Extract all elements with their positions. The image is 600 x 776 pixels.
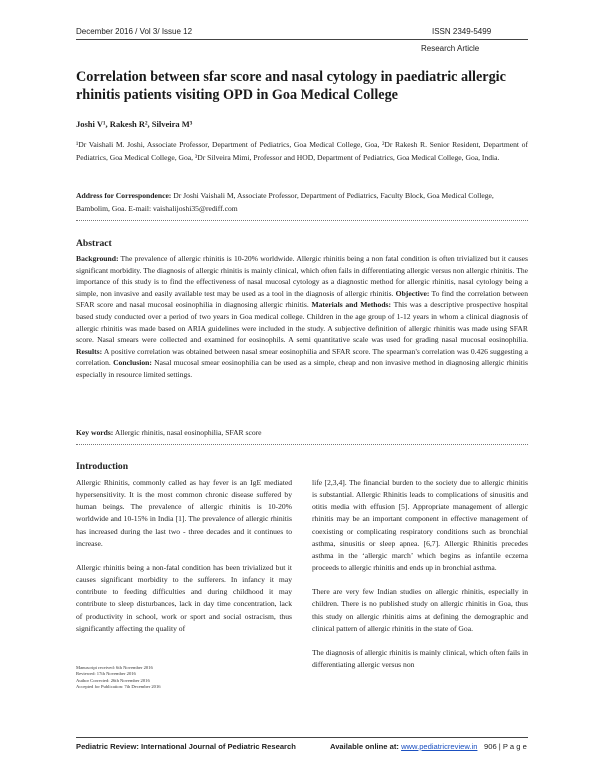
- paragraph: life [2,3,4]. The financial burden to the society due to allergic rhinitis is substantial. Allergic Rhinitis leads to complications of sinusitis and otitis media with effusion [5]. Appropriate management of allergic rhinitis may be an important component in effective management of coexisting or complicating respiratory conditions such as bronchial asthma, sinusitis or sleep apnea. [6,7]. Allergic Rhinitis precedes asthma in the ‘allergic march’ which begins as infantile eczema proceeds to allergic rhinitis and ends up in bronchial asthma.: [312, 478, 528, 573]
- divider: [76, 220, 528, 221]
- journal-link[interactable]: www.pediatricreview.in: [401, 742, 478, 751]
- introduction-heading: Introduction: [76, 461, 129, 472]
- divider: [76, 444, 528, 445]
- issn: ISSN 2349-5499: [432, 27, 492, 36]
- paragraph: Allergic rhinitis being a non-fatal condition has been trivialized but it causes significant morbidity to the sufferers. In infancy it may contribute to feeding difficulties and during childhood it may contribute to sleep disturbances, lack in day time concentration, lack of productivity in school, work or sport and social ostracism, thus significantly affecting the quality of: [76, 562, 292, 633]
- introduction-right-column: [312, 477, 528, 671]
- issue-info: December 2016 / Vol 3/ Issue 12: [76, 27, 193, 36]
- abstract-conclusion-label: Conclusion:: [113, 358, 152, 368]
- abstract-results-label: Results:: [76, 346, 103, 356]
- abstract-results: A positive correlation was obtained between nasal smear eosinophilia and SFAR score. The spearman's correlation was 0.426 suggesting a correlation.: [76, 346, 528, 368]
- abstract-conclusion: Nasal mucosal smear eosinophilia can be used as a simple, cheap and non invasive method in diagnosing allergic rhinitis especially in resource limited settings.: [76, 358, 528, 379]
- keywords-text: Allergic rhinitis, nasal eosinophilia, SFAR score: [113, 428, 262, 437]
- footer-rule: [76, 737, 528, 738]
- paper-title: Correlation between sfar score and nasal cytology in paediatric allergic rhinitis patients visiting OPD in Goa Medical College: [76, 69, 506, 103]
- abstract-heading: Abstract: [76, 238, 112, 249]
- correspondence-label: Address for Correspondence:: [76, 191, 172, 200]
- date-corrected: Author Corrected: 26th November 2016: [76, 677, 150, 683]
- keywords: [76, 428, 262, 437]
- abstract-background-label: Background:: [76, 254, 119, 263]
- abstract-objective-label: Objective:: [395, 288, 430, 298]
- journal-name: Pediatric Review: International Journal of Pediatric Research: [76, 742, 296, 751]
- correspondence: [76, 190, 528, 215]
- author-list: Joshi V¹, Rakesh R², Silveira M³: [76, 119, 193, 129]
- abstract-methods: This was a descriptive prospective hospital based study conducted over a period of two years in Goa medical college. Children in the age group of 1-12 years in whom a clinical diagnosis of allergic rhinitis was made based on ARIA guidelines were included in the study. A subjective definition of allergic rhinitis was made using SFAR score. Nasal smears were collected and examined for eosinophils. A semi quantitative scale was used for grading nasal mucosal eosinophilia.: [76, 300, 528, 345]
- affiliations: ¹Dr Vaishali M. Joshi, Associate Professor, Department of Pediatrics, Goa Medical College, Goa, ²Dr Rakesh R. Senior Resident, Department of Pediatrics, Goa Medical College, Goa, ³Dr Silveira Mimi, Professor and HOD, Department of Pediatrics, Goa Medical College, Goa, India.: [76, 140, 528, 162]
- abstract-background: The prevalence of allergic rhinitis is 10-20% worldwide. Allergic rhinitis being a non fatal condition is often trivialized but it causes significant morbidity. The diagnosis of allergic rhinitis is mainly clinical, which often fails in differentiating allergic versus non allergic rhinitis. The importance of this study is to find the effectiveness of nasal mucosal cytology as a diagnostic method for allergic rhinitis, nasal cytology being a simple, non invasive and easily available test may be used as a tool in the diagnosis of allergic rhinitis.: [76, 254, 528, 298]
- date-accepted: Accepted for Publication: 7th December 2016: [76, 684, 161, 690]
- available-label: Available online at:: [330, 742, 399, 751]
- manuscript-dates: [76, 665, 161, 691]
- article-type: Research Article: [421, 44, 480, 53]
- date-received: Manuscript received: 6th November 2016: [76, 665, 153, 670]
- abstract-methods-label: Materials and Methods:: [311, 300, 392, 310]
- availability: [330, 742, 477, 751]
- page-number: 906 | P a g e: [484, 742, 527, 751]
- abstract-objective: To find the correlation between SFAR score and nasal mucosal eosinophilia in diagnosing allergic rhinitis.: [76, 288, 528, 310]
- keywords-label: Key words:: [76, 428, 114, 437]
- paragraph: There are very few Indian studies on allergic rhinitis, especially in children. There is no published study on allergic rhinitis in Goa, thus this study on allergic rhinitis aims at defining the demographic and clinical pattern of allergic rhinitis in the state of Goa.: [312, 587, 528, 633]
- correspondence-text: Dr Joshi Vaishali M, Associate Professor, Department of Pediatrics, Faculty Block, Goa Medical College, Bambolim, Goa. E-mail: vaishalijoshi35@rediff.com: [76, 191, 494, 213]
- paragraph: Allergic Rhinitis, commonly called as hay fever is an IgE mediated hypersensitivity. It is the most common chronic disease suffered by human beings. The prevalence of allergic rhinitis is 10-20% worldwide and 10-15% in India [1]. The prevalence of allergic rhinitis has increased during the last two - three decades and it continues to increase.: [76, 478, 292, 548]
- date-reviewed: Reviewed: 17th November 2016: [76, 671, 136, 677]
- paragraph: The diagnosis of allergic rhinitis is mainly clinical, which often fails in differentiating allergic versus non: [312, 647, 528, 670]
- header-rule: [76, 39, 528, 40]
- introduction-left-column: [76, 477, 292, 635]
- abstract-body: [76, 253, 528, 381]
